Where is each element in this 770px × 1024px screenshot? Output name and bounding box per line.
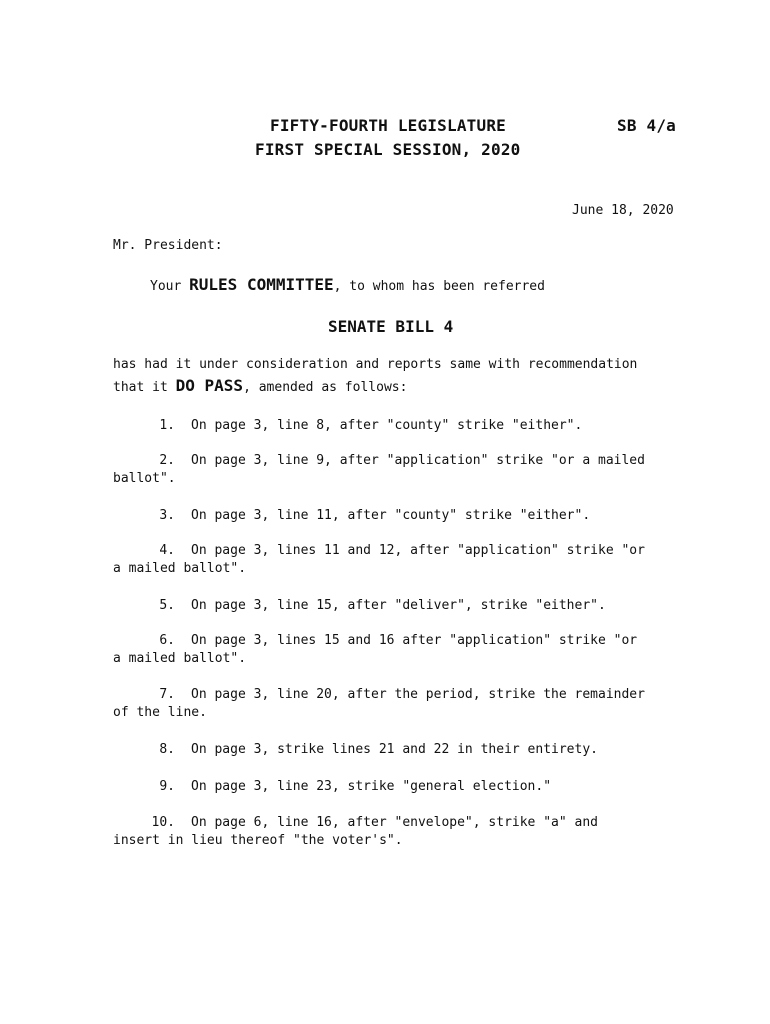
amendment-first-line: [113, 597, 683, 615]
amendment-continuation: a mailed ballot".: [113, 651, 247, 666]
legislature-heading: FIFTY-FOURTH LEGISLATURE: [270, 116, 506, 135]
amendment-item: [113, 632, 683, 668]
amendment-text: On page 3, line 11, after "county" strike "either".: [191, 508, 591, 523]
amendment-text: On page 3, lines 15 and 16 after "application" strike "or: [191, 633, 638, 648]
amendment-first-line: [113, 542, 683, 560]
amendment-continuation: of the line.: [113, 705, 207, 720]
amendment-text: On page 3, line 15, after "deliver", strike "either".: [191, 598, 606, 613]
amendment-first-line: [113, 686, 683, 704]
amendment-first-line: [113, 814, 683, 832]
amendment-item: [113, 597, 683, 615]
amendment-number: 5.: [159, 598, 175, 613]
amendment-first-line: [113, 741, 683, 759]
amendment-number: 6.: [159, 633, 175, 648]
bill-reference: SB 4/a: [617, 116, 676, 135]
amendment-item: [113, 542, 683, 578]
amendment-item: [113, 417, 683, 435]
salutation: Mr. President:: [113, 238, 223, 253]
amendment-number: 7.: [159, 687, 175, 702]
amendment-continuation: insert in lieu thereof "the voter's".: [113, 833, 403, 848]
amendment-number: 1.: [159, 418, 175, 433]
amendment-number: 2.: [159, 453, 175, 468]
amendment-item: [113, 778, 683, 796]
recommendation-line-1: has had it under consideration and reports same with recommendation: [113, 357, 638, 372]
amendment-text: On page 3, lines 11 and 12, after "application" strike "or: [191, 543, 645, 558]
amendment-item: [113, 741, 683, 759]
amendment-text: On page 3, line 8, after "county" strike "either".: [191, 418, 583, 433]
amendment-item: [113, 452, 683, 488]
amendment-first-line: [113, 452, 683, 470]
amendment-first-line: [113, 778, 683, 796]
amendment-text: On page 3, strike lines 21 and 22 in their entirety.: [191, 742, 598, 757]
recommendation-suffix: , amended as follows:: [243, 380, 408, 395]
do-pass-text: DO PASS: [175, 376, 244, 395]
committee-line: [150, 276, 545, 296]
amendment-text: On page 3, line 20, after the period, strike the remainder: [191, 687, 645, 702]
amendment-number: 3.: [159, 508, 175, 523]
committee-name: RULES COMMITTEE: [189, 275, 334, 294]
amendment-text: On page 3, line 23, strike "general election.": [191, 779, 552, 794]
amendment-item: [113, 507, 683, 525]
recommendation-prefix: that it: [113, 380, 176, 395]
amendment-number: 8.: [159, 742, 175, 757]
amendment-continuation: ballot".: [113, 471, 176, 486]
amendment-first-line: [113, 417, 683, 435]
committee-suffix: , to whom has been referred: [333, 279, 545, 294]
session-heading: FIRST SPECIAL SESSION, 2020: [255, 140, 521, 159]
amendment-text: On page 3, line 9, after "application" strike "or a mailed: [191, 453, 645, 468]
committee-prefix: Your: [150, 279, 190, 294]
report-date: June 18, 2020: [572, 203, 674, 218]
amendment-number: 10.: [151, 815, 175, 830]
amendment-first-line: [113, 507, 683, 525]
recommendation-line-2: [113, 377, 407, 397]
amendment-first-line: [113, 632, 683, 650]
bill-title: SENATE BILL 4: [328, 317, 454, 336]
amendment-item: [113, 686, 683, 722]
amendment-item: [113, 814, 683, 850]
amendment-number: 4.: [159, 543, 175, 558]
amendment-text: On page 6, line 16, after "envelope", strike "a" and: [191, 815, 598, 830]
amendment-continuation: a mailed ballot".: [113, 561, 247, 576]
amendment-number: 9.: [159, 779, 175, 794]
